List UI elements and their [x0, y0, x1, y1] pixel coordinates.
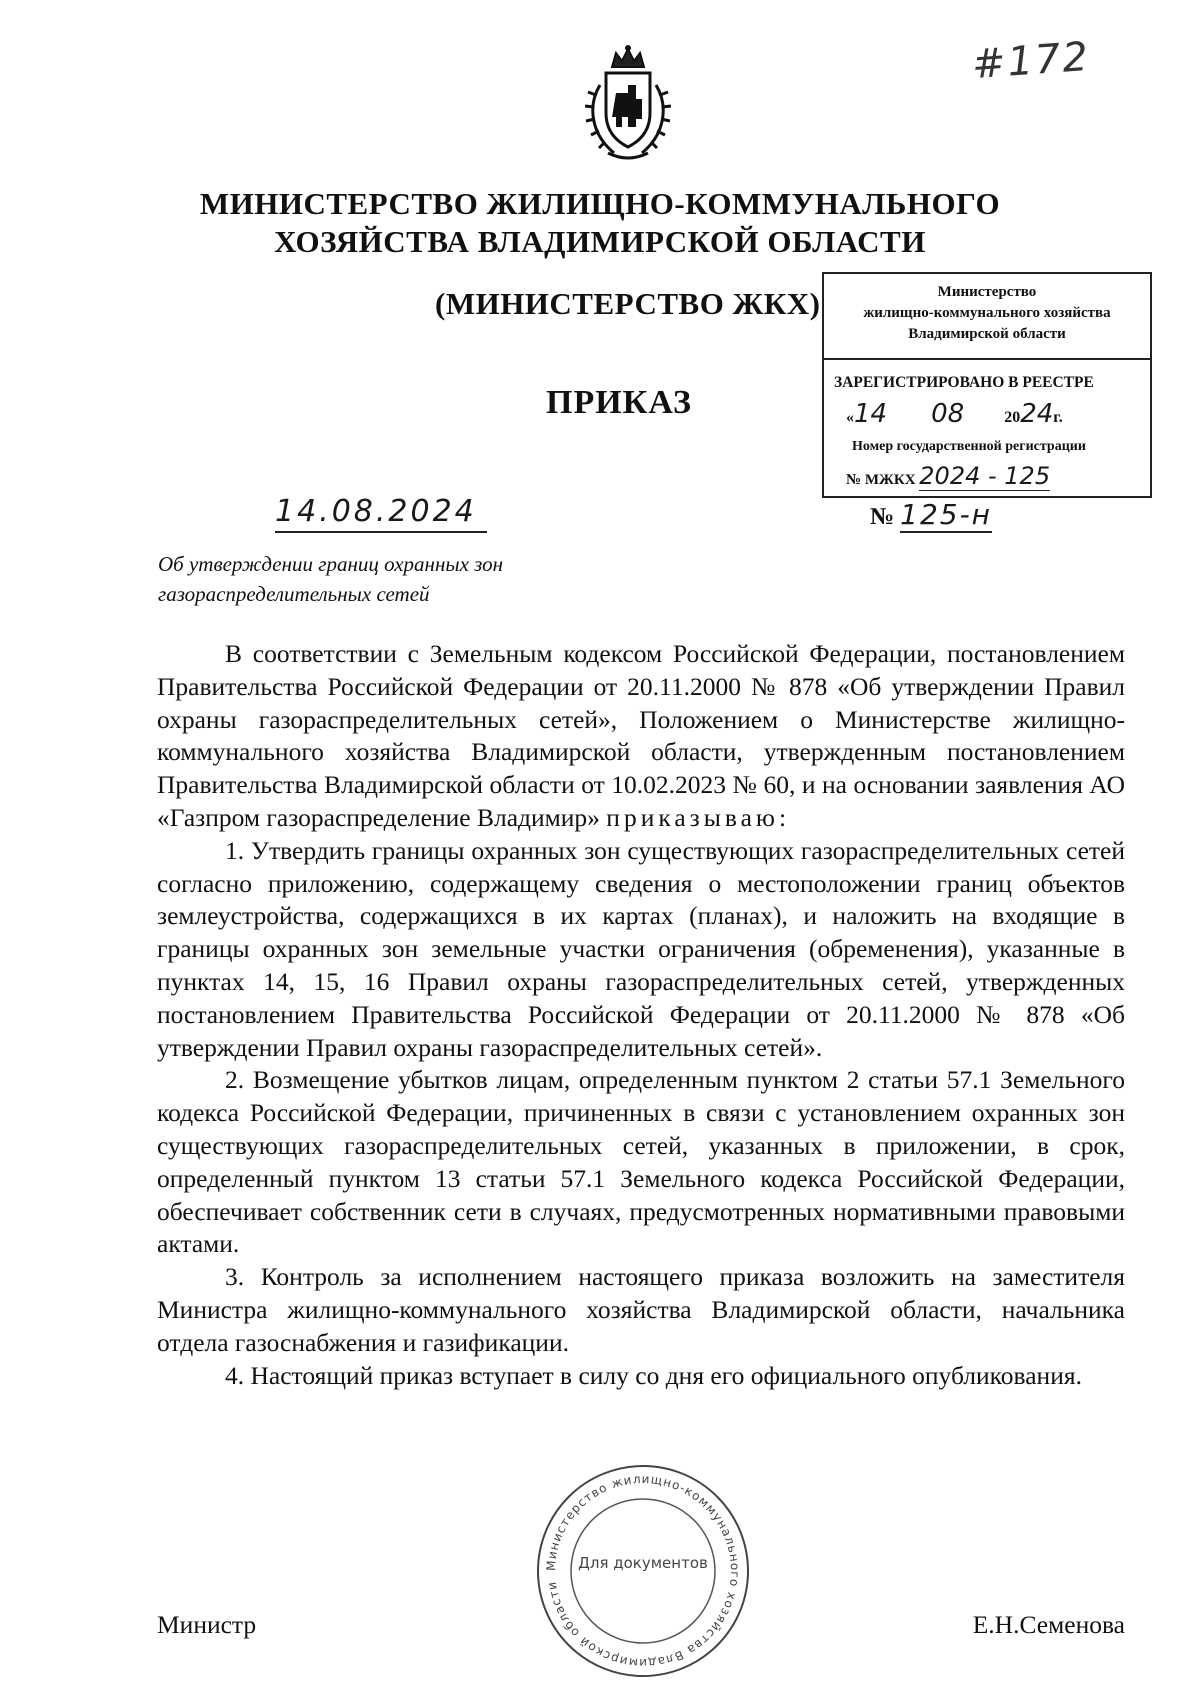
order-word: приказываю:	[606, 802, 791, 832]
stamp-registration-number	[846, 462, 1050, 490]
seal-center-text: Для документов	[578, 1554, 708, 1572]
archive-number-mark: #172	[970, 33, 1092, 89]
stamp-org-line2: жилищно-коммунального хозяйства	[863, 305, 1111, 321]
stamp-registration-date: «14 08 2024г.	[846, 399, 1063, 429]
seal-ring-text: Министерство жилищно-коммунального хозяйства Владимирской области	[543, 1471, 743, 1671]
document-date: 14.08.2024	[275, 494, 487, 533]
stamp-number-label: Номер государственной регистрации	[852, 439, 1086, 454]
preamble-paragraph	[157, 638, 1125, 835]
document-number	[870, 498, 992, 531]
stamp-organization	[824, 282, 1150, 345]
ministry-name-line1: МИНИСТЕРСТВО ЖИЛИЩНО-КОММУНАЛЬНОГО	[199, 186, 1001, 221]
stamp-reg-year-prefix: 20	[1004, 409, 1021, 426]
document-type-title: ПРИКАЗ	[546, 384, 692, 421]
ministry-name	[0, 185, 1200, 261]
stamp-reg-year-suffix: 24	[1020, 399, 1054, 429]
document-body	[157, 638, 1125, 1392]
stamp-reg-year-unit: г.	[1053, 409, 1063, 426]
ministry-short-name: (МИНИСТЕРСТВО ЖКХ)	[435, 286, 821, 321]
preamble-text: В соответствии с Земельным кодексом Российской Федерации, постановлением Правительства Российской Федерации от 20.11.2000 № 878 «Об утверждении Правил охраны газораспределительных сетей», Положением о Министерстве жилищно-коммунального хозяйства Владимирской области, утвержденным постановлением Правительства Владимирской области от 10.02.2023 № 60, и на основании заявления АО «Газпром газораспределение Владимир»	[157, 639, 1125, 832]
order-item-3: 3. Контроль за исполнением настоящего приказа возложить на заместителя Министра жилищно-коммунального хозяйства Владимирской области, начальника отдела газоснабжения и газификации.	[157, 1262, 1125, 1357]
stamp-registered-label: ЗАРЕГИСТРИРОВАНО В РЕЕСТРЕ	[834, 374, 1094, 391]
order-item-1: 1. Утвердить границы охранных зон существующих газораспределительных сетей согласно приложению, содержащему сведения о местоположении границ объектов землеустройства, содержащихся в их картах (планах), и наложить на входящие в границы охранных зон земельные участки ограничения (обременения), указанные в пунктах 14, 15, 16 Правил охраны газораспределительных сетей, утвержденных постановлением Правительства Российской Федерации от 20.11.2000 № 878 «Об утверждении Правил охраны газораспределительных сетей».	[157, 835, 1125, 1062]
round-seal-icon	[532, 1460, 754, 1682]
document-number-value: 125-н	[900, 498, 992, 531]
stamp-org-line3: Владимирской области	[908, 326, 1066, 342]
order-item-4: 4. Настоящий приказ вступает в силу со дня его официального опубликования.	[225, 1360, 1082, 1390]
subject-line2: газораспределительных сетей	[158, 582, 430, 606]
stamp-reg-month: 08	[931, 399, 965, 429]
order-item-2: 2. Возмещение убытков лицам, определенным пунктом 2 статьи 57.1 Земельного кодекса Российской Федерации, причиненных в связи с установлением охранных зон существующих газораспределительных сетей, указанных в приложении, в срок, определенный пунктом 13 статьи 57.1 Земельного кодекса Российской Федерации, обеспечивает собственник сети в случаях, предусмотренных нормативными правовыми актами.	[157, 1065, 1125, 1259]
document-subject	[158, 549, 658, 609]
stamp-divider	[824, 358, 1150, 360]
stamp-number-prefix: № МЖКХ	[846, 472, 916, 488]
signatory-name: Е.Н.Семенова	[972, 1610, 1125, 1639]
stamp-org-line1: Министерство	[937, 284, 1037, 300]
registration-stamp	[822, 272, 1152, 498]
subject-line1: Об утверждении границ охранных зон	[158, 552, 504, 576]
signatory-role: Министр	[157, 1610, 257, 1639]
document-number-prefix: №	[870, 504, 895, 530]
stamp-number-value: 2024 - 125	[919, 462, 1051, 490]
ministry-name-line2: ХОЗЯЙСТВА ВЛАДИМИРСКОЙ ОБЛАСТИ	[274, 224, 926, 259]
stamp-reg-day: 14	[854, 399, 888, 429]
coat-of-arms-icon	[578, 45, 678, 163]
